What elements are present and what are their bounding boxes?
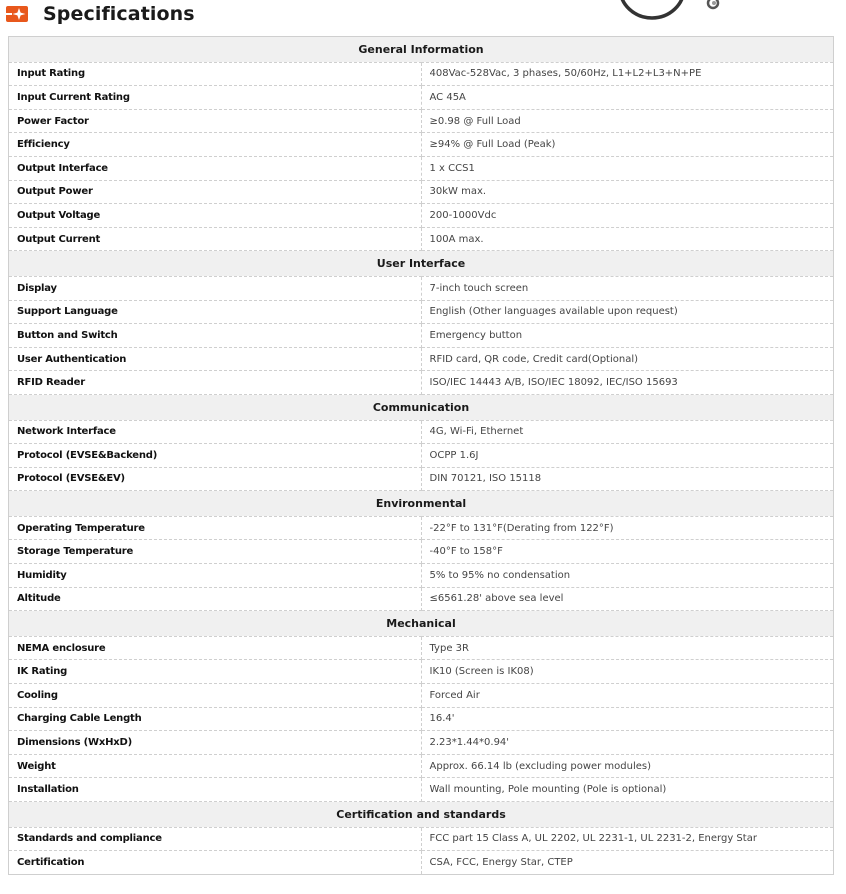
spec-value: 408Vac-528Vac, 3 phases, 50/60Hz, L1+L2+L3+N+PE — [421, 62, 834, 86]
spec-row — [9, 204, 834, 228]
spec-row — [9, 827, 834, 851]
section-header-row — [9, 611, 834, 637]
spec-value: -40°F to 158°F — [421, 540, 834, 564]
spec-label: Output Voltage — [9, 204, 422, 228]
spec-value: 4G, Wi-Fi, Ethernet — [421, 420, 834, 444]
section-title: Mechanical — [9, 611, 834, 637]
spec-row — [9, 371, 834, 395]
spec-value: ≥94% @ Full Load (Peak) — [421, 133, 834, 157]
spec-label: Output Interface — [9, 156, 422, 180]
section-header-row — [9, 802, 834, 828]
spec-row — [9, 467, 834, 491]
spec-row — [9, 86, 834, 110]
spec-row — [9, 587, 834, 611]
section-title: User Interface — [9, 251, 834, 277]
spec-label: IK Rating — [9, 660, 422, 684]
spec-label: Power Factor — [9, 109, 422, 133]
spec-row — [9, 754, 834, 778]
spec-row — [9, 324, 834, 348]
spec-value: 30kW max. — [421, 180, 834, 204]
spec-value: FCC part 15 Class A, UL 2202, UL 2231-1, UL 2231-2, Energy Star — [421, 827, 834, 851]
spec-value: 1 x CCS1 — [421, 156, 834, 180]
spec-row — [9, 420, 834, 444]
spec-label: Efficiency — [9, 133, 422, 157]
spec-value: RFID card, QR code, Credit card(Optional) — [421, 347, 834, 371]
spec-label: Input Rating — [9, 62, 422, 86]
spec-row — [9, 133, 834, 157]
spec-value: 5% to 95% no condensation — [421, 564, 834, 588]
spec-label: Output Current — [9, 227, 422, 251]
spec-value: ISO/IEC 14443 A/B, ISO/IEC 18092, IEC/ISO 15693 — [421, 371, 834, 395]
spec-value: 16.4' — [421, 707, 834, 731]
spec-row — [9, 540, 834, 564]
spec-label: Installation — [9, 778, 422, 802]
section-header-row — [9, 491, 834, 517]
spec-row — [9, 778, 834, 802]
spec-label: Certification — [9, 851, 422, 875]
spec-value: Type 3R — [421, 636, 834, 660]
page-header — [0, 0, 846, 32]
spec-value: Forced Air — [421, 684, 834, 708]
spec-value: Wall mounting, Pole mounting (Pole is optional) — [421, 778, 834, 802]
spec-row — [9, 707, 834, 731]
spec-value: Emergency button — [421, 324, 834, 348]
charger-cable-image — [610, 0, 730, 22]
spec-value: 2.23*1.44*0.94' — [421, 731, 834, 755]
spec-value: 200-1000Vdc — [421, 204, 834, 228]
spec-label: Operating Temperature — [9, 516, 422, 540]
spec-value: ≥0.98 @ Full Load — [421, 109, 834, 133]
spec-label: NEMA enclosure — [9, 636, 422, 660]
spec-label: Altitude — [9, 587, 422, 611]
spec-value: OCPP 1.6J — [421, 444, 834, 468]
spec-value: -22°F to 131°F(Derating from 122°F) — [421, 516, 834, 540]
section-header-row — [9, 251, 834, 277]
spec-row — [9, 180, 834, 204]
spec-value: English (Other languages available upon request) — [421, 300, 834, 324]
spec-row — [9, 851, 834, 875]
spec-value: AC 45A — [421, 86, 834, 110]
spec-label: Cooling — [9, 684, 422, 708]
spec-label: Storage Temperature — [9, 540, 422, 564]
spec-label: Standards and compliance — [9, 827, 422, 851]
spec-value: CSA, FCC, Energy Star, CTEP — [421, 851, 834, 875]
spec-label: Support Language — [9, 300, 422, 324]
spec-row — [9, 684, 834, 708]
spec-label: Network Interface — [9, 420, 422, 444]
section-title: Certification and standards — [9, 802, 834, 828]
spec-label: Charging Cable Length — [9, 707, 422, 731]
spec-label: Protocol (EVSE&Backend) — [9, 444, 422, 468]
spec-row — [9, 347, 834, 371]
spec-row — [9, 109, 834, 133]
spec-row — [9, 156, 834, 180]
spec-label: User Authentication — [9, 347, 422, 371]
spec-row — [9, 276, 834, 300]
spec-label: Dimensions (WxHxD) — [9, 731, 422, 755]
spec-value: DIN 70121, ISO 15118 — [421, 467, 834, 491]
spec-label: Humidity — [9, 564, 422, 588]
spec-value: 7-inch touch screen — [421, 276, 834, 300]
spec-label: Weight — [9, 754, 422, 778]
section-title: Environmental — [9, 491, 834, 517]
spec-row — [9, 636, 834, 660]
brand-logo-icon — [6, 6, 28, 22]
spec-label: Protocol (EVSE&EV) — [9, 467, 422, 491]
spec-row — [9, 227, 834, 251]
section-title: General Information — [9, 37, 834, 63]
spec-row — [9, 731, 834, 755]
section-title: Communication — [9, 394, 834, 420]
specifications-table — [8, 36, 834, 875]
spec-label: Input Current Rating — [9, 86, 422, 110]
section-header-row — [9, 394, 834, 420]
spec-label: Button and Switch — [9, 324, 422, 348]
spec-row — [9, 444, 834, 468]
section-header-row — [9, 37, 834, 63]
spec-value: IK10 (Screen is IK08) — [421, 660, 834, 684]
spec-row — [9, 660, 834, 684]
spec-row — [9, 516, 834, 540]
spec-value: 100A max. — [421, 227, 834, 251]
spec-label: RFID Reader — [9, 371, 422, 395]
spec-row — [9, 300, 834, 324]
spec-row — [9, 62, 834, 86]
spec-label: Display — [9, 276, 422, 300]
spec-value: ≤6561.28' above sea level — [421, 587, 834, 611]
spec-row — [9, 564, 834, 588]
spec-label: Output Power — [9, 180, 422, 204]
page-title: Specifications — [43, 3, 195, 25]
spec-value: Approx. 66.14 lb (excluding power modules) — [421, 754, 834, 778]
